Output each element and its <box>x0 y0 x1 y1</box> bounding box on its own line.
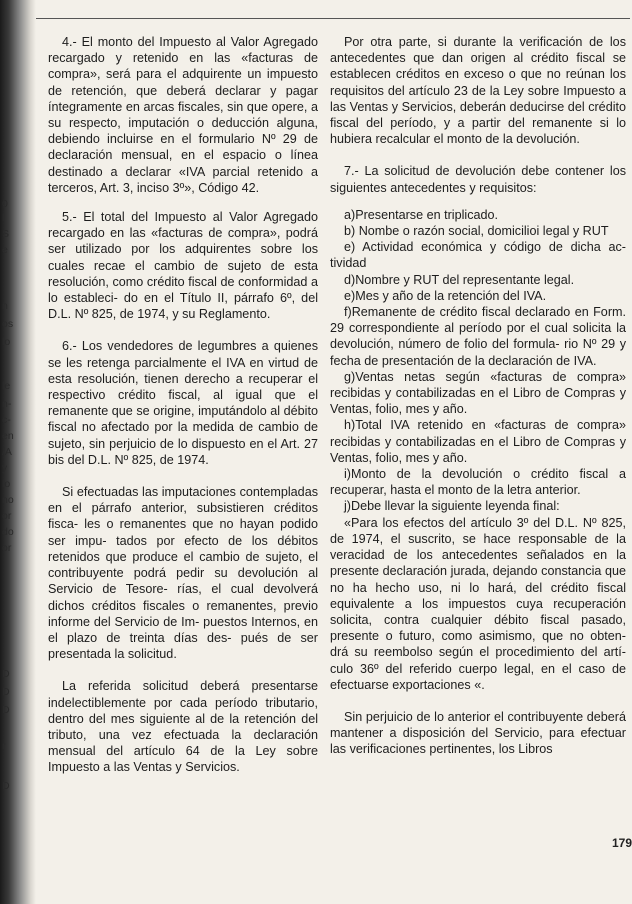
facing-page-fragment: l <box>2 212 5 224</box>
right-column <box>330 34 626 758</box>
facing-page-fragment: r <box>2 740 6 752</box>
facing-page-fragment: or <box>2 542 12 554</box>
list-item: a)Presentarse en triplicado. <box>344 207 499 222</box>
list-item: i)Monto de la devolución o crédito fiscal a recuperar, hasta el monto de la letra anterior. <box>330 467 626 498</box>
paragraph-4: 4.- El monto del Impuesto al Valor Agregado recargado y retenido en las «facturas de compra», será para el adquirente un impuesto de retención, que deberá declarar y pagar íntegramente en arcas fiscales, sin que opere, a su respecto, imputación o deducción alguna, debiendo incluirse en el formulario Nº 29 de declaración mensual, en el espacio o línea destinado a declarar «IVA parcial retenido a terceros, Art. 3, inciso 3º», Código 42. <box>48 35 318 195</box>
paragraph-final: Sin perjuicio de lo anterior el contribuyente deberá mantener a disposición del Servicio, para efectuar las verificaciones pertinentes, los Libros <box>330 709 626 757</box>
list-item: e)Mes y año de la retención del IVA. <box>344 288 547 303</box>
book-spine-shadow <box>0 0 36 904</box>
facing-page-fragment: D <box>2 780 10 792</box>
facing-page-fragment: os <box>2 318 14 330</box>
facing-page-fragment: D <box>2 704 10 716</box>
paragraph-verificacion: Por otra parte, si durante la verificación de los antecedentes que dan origen al crédito fiscal se establecen créditos en exceso o que no reúnan los requisitos del artículo 23 de la Ley sobre Impuesto a las Ventas y Servicios, deberán deducirse del crédito fiscal del período, y a partir del remanente si lo hubiera recalcular el monto de la devolución. <box>330 35 626 147</box>
paragraph-solicitud: La referida solicitud deberá presentarse indelectiblemente por cada período tributario, dentro del mes siguiente al de la retención del tributo, una vez efectuada la declaración mensual del artículo 64 de la Ley sobre Impuesto a las Ventas y Servicios. <box>48 679 318 775</box>
list-item: f)Remanente de crédito fiscal declarado en Form. 29 correspondiente al período por el cual solicita la devolución, número de folio del formula- rio Nº 29 y fecha de presentación de la declaración de IVA. <box>330 305 626 368</box>
facing-page-fragment: y <box>2 462 8 474</box>
requirements-list <box>330 207 626 515</box>
facing-page-fragment: 0 <box>2 198 8 210</box>
facing-page-fragment: lo <box>2 336 11 348</box>
paragraph-7: 7.- La solicitud de devolución debe contener los siguientes antecedentes y requisitos: <box>330 164 626 195</box>
facing-page-fragment: lo <box>2 478 11 490</box>
facing-page-fragment: n- <box>2 398 12 410</box>
facing-page-fragment: e <box>2 244 8 256</box>
facing-page-fragment: S <box>2 228 10 240</box>
facing-page-fragment: /A <box>2 446 12 458</box>
facing-page-fragment: no <box>2 494 14 506</box>
list-item: h)Total IVA retenido en «facturas de compra» recibidas y contabilizadas en el Libro de Compras y Ventas, folio, mes y año. <box>330 418 626 465</box>
paragraph-6-continuation: Si efectuadas las imputaciones contempladas en el párrafo anterior, subsistieren créditos fisca- les o remanentes que no hayan podido ser impu- tados por efecto de los débitos retenidos que produce el cambio de sujeto, el contribuyente podrá pedir su devolución al Servicio de Tesore- rías, el cual devolverá dichos créditos fiscales o remanentes, previo informe del Servicio de Im- puestos Internos, en el plazo de treinta días des- pués de ser presentada la solicitud. <box>48 485 318 662</box>
facing-page-fragment: n <box>2 300 8 312</box>
facing-page-fragment: do <box>2 526 14 538</box>
list-item: j)Debe llevar la siguiente leyenda final: <box>344 499 560 514</box>
list-item: d)Nombre y RUT del representante legal. <box>344 272 575 287</box>
list-item: g)Ventas netas según «facturas de compra» recibidas y contabilizadas en el Libro de Compras y Ventas, folio, mes y año. <box>330 369 626 417</box>
page-number: 179 <box>612 836 632 850</box>
list-item: b) Nombe o razón social, domicilioi legal y RUT <box>344 224 609 239</box>
left-column <box>48 34 318 776</box>
header-rule <box>36 18 630 19</box>
facing-page-fragment: or <box>2 510 12 522</box>
legend-quote: «Para los efectos del artículo 3º del D.L. Nº 825, de 1974, el suscrito, se hace responsable de la veracidad de los antecedentes señalados en la presente declaración jurada, dejando constancia que no ha hecho uso, ni lo hará, del crédito fiscal equivalente a los impuestos cuya recuperación solicita, contra cualquier débito fiscal pasado, presente o futuro, como asimismo, que no obten- drá su reembolso según el procedimiento del artí- culo 36º del referido cuerpo legal, en el caso de efectuarse exportaciones «. <box>330 515 626 692</box>
facing-page-fragment: en <box>2 430 14 442</box>
facing-page-fragment: le <box>2 380 11 392</box>
facing-page-fragment: D <box>2 686 10 698</box>
paragraph-5: 5.- El total del Impuesto al Valor Agregado recargado en las «facturas de compra», podrá ser utilizado por los adquirentes sobre los cuales recae el cambio de sujeto de esta resolución, como crédito fiscal de conformidad a lo estableci- do en el Título II, párrafo 6º, del D.L. Nº 825, de 1974, y su Reglamento. <box>48 210 318 322</box>
facing-page-fragment: D <box>2 668 10 680</box>
facing-page-fragment: c- <box>2 414 11 426</box>
list-item: e) Actividad económica y código de dicha ac- tividad <box>330 240 626 271</box>
paragraph-6: 6.- Los vendedores de legumbres a quienes se les retenga parcialmente el IVA en virtud de esta resolución, tienen derecho a recuperar el respectivo crédito fiscal, al igual que el remanente que se origine, imputándolo al débito fiscal no afectado por la medida de cambio de sujeto, sin perjuicio de lo dispuesto en el Art. 27 bis del D.L. Nº 825, de 1974. <box>48 339 318 467</box>
